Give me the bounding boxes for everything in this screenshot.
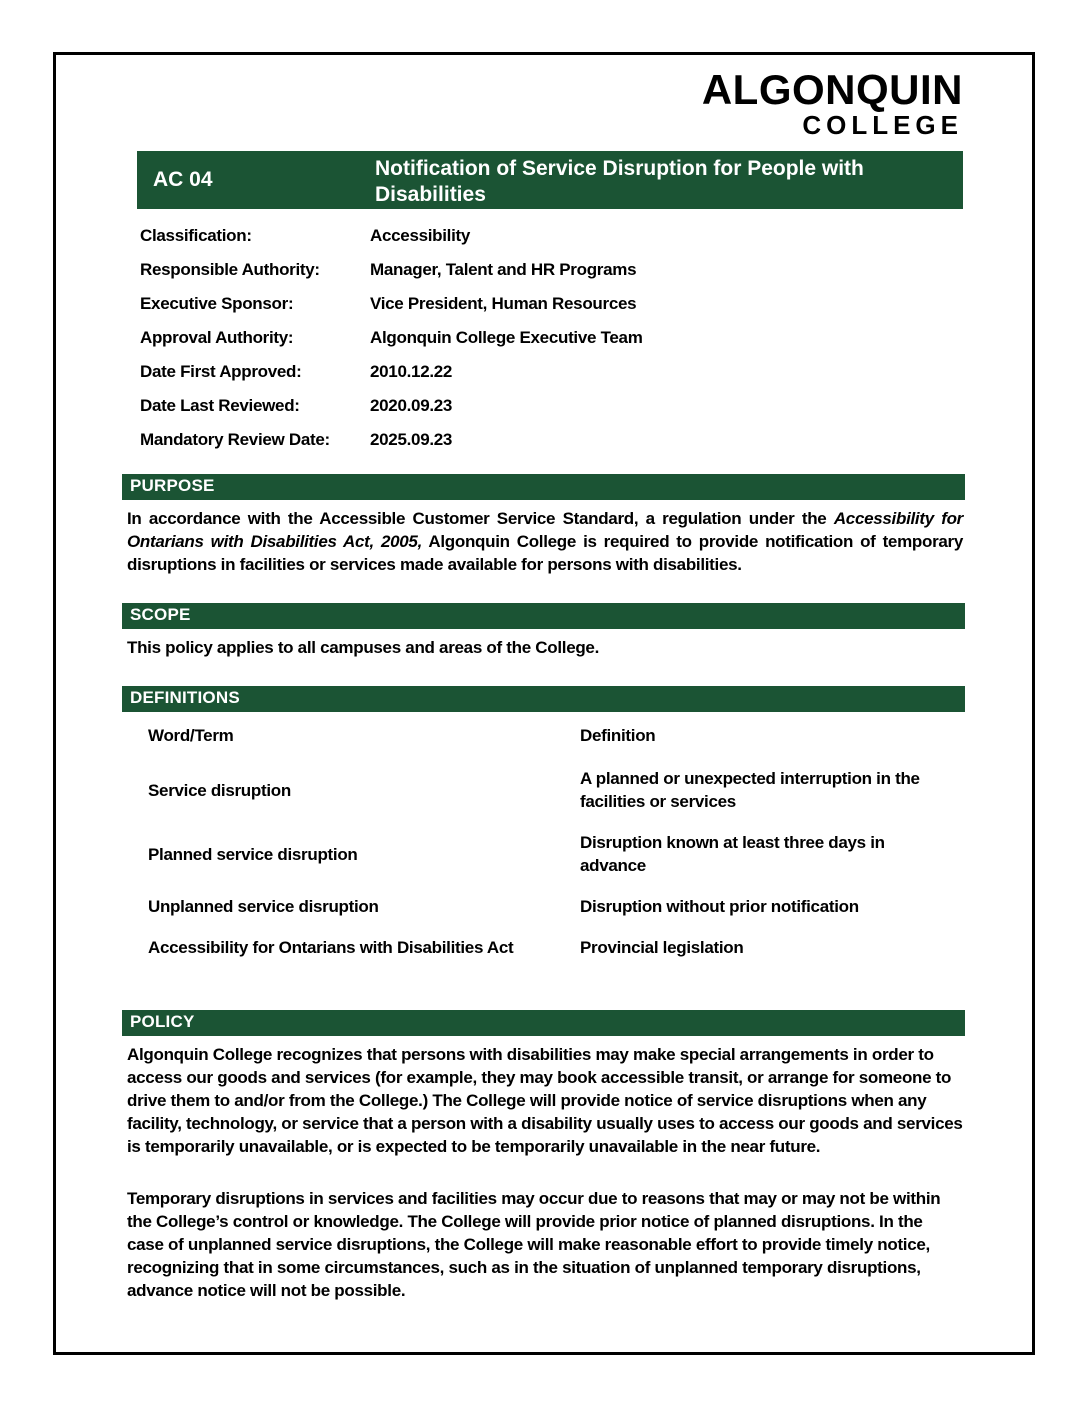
purpose-text: Algonquin College is required to provide notification of temporary disruptions in facilities or services made available for persons with disabilities. bbox=[127, 532, 964, 574]
definition-row bbox=[148, 767, 961, 813]
metadata-label: Mandatory Review Date: bbox=[140, 430, 330, 449]
policy-paragraphs bbox=[56, 1043, 1032, 1302]
metadata-value: Vice President, Human Resources bbox=[370, 294, 637, 313]
definitions-header-row bbox=[148, 724, 961, 747]
definition-term: Unplanned service disruption bbox=[148, 897, 379, 916]
definition-text: Provincial legislation bbox=[580, 938, 744, 957]
algonquin-college-logo bbox=[56, 66, 963, 140]
metadata-label: Date First Approved: bbox=[140, 362, 302, 381]
metadata-row bbox=[140, 294, 1032, 314]
metadata-value: 2020.09.23 bbox=[370, 396, 453, 415]
metadata-value: Accessibility bbox=[370, 226, 471, 245]
policy-paragraph: Temporary disruptions in services and facilities may occur due to reasons that may or may not be within the College’s control or knowledge. The College will provide prior notice of planned disruptions. In the case of unplanned service disruptions, the College will make reasonable effort to provide timely notice, recognizing that in some circumstances, such as in the situation of unplanned temporary disruptions, advance notice will not be possible. bbox=[127, 1189, 941, 1300]
metadata-label: Executive Sponsor: bbox=[140, 294, 294, 313]
metadata-value: 2010.12.22 bbox=[370, 362, 453, 381]
metadata-value: 2025.09.23 bbox=[370, 430, 453, 449]
definition-term: Service disruption bbox=[148, 780, 291, 800]
logo-wordmark: ALGONQUIN bbox=[701, 66, 963, 113]
definition-row bbox=[148, 895, 961, 918]
section-heading-scope: SCOPE bbox=[122, 603, 965, 629]
metadata-row bbox=[140, 430, 1032, 450]
metadata-value: Algonquin College Executive Team bbox=[370, 328, 643, 347]
purpose-paragraph bbox=[127, 507, 963, 576]
definition-text: Disruption known at least three days in advance bbox=[580, 833, 885, 875]
metadata-label: Responsible Authority: bbox=[140, 260, 320, 279]
definitions-table bbox=[148, 724, 961, 959]
definition-text: A planned or unexpected interruption in the facilities or services bbox=[580, 769, 920, 811]
metadata-row bbox=[140, 362, 1032, 382]
logo-subtext: COLLEGE bbox=[802, 110, 963, 140]
definition-text: Disruption without prior notification bbox=[580, 897, 859, 916]
page-border bbox=[53, 52, 1035, 1355]
act-title-italic: Accessibility for Ontarians with Disabilities Act, 2005, bbox=[127, 509, 963, 551]
section-heading-definitions: DEFINITIONS bbox=[122, 686, 965, 712]
metadata-label: Approval Authority: bbox=[140, 328, 294, 347]
definition-term: Accessibility for Ontarians with Disabilities Act bbox=[148, 938, 514, 957]
policy-header-bar bbox=[137, 151, 963, 209]
column-header-word-term: Word/Term bbox=[148, 726, 234, 745]
metadata-row bbox=[140, 260, 1032, 280]
metadata-table bbox=[140, 226, 1032, 450]
section-heading-policy: POLICY bbox=[122, 1010, 965, 1036]
metadata-label: Classification: bbox=[140, 226, 252, 245]
metadata-value: Manager, Talent and HR Programs bbox=[370, 260, 637, 279]
scope-paragraph: This policy applies to all campuses and areas of the College. bbox=[127, 638, 600, 657]
definition-row bbox=[148, 831, 961, 877]
policy-paragraph: Algonquin College recognizes that persons with disabilities may make special arrangements in order to access our goods and services (for example, they may book accessible transit, or arrange for someone to drive them to and/or from the College.) The College will provide notice of service disruptions when any facility, technology, or service that a person with a disability usually uses to access our goods and services is temporarily unavailable, or is expected to be temporarily unavailable in the near future. bbox=[127, 1045, 963, 1156]
policy-code: AC 04 bbox=[153, 168, 213, 191]
column-header-definition: Definition bbox=[580, 726, 656, 745]
definition-row bbox=[148, 936, 961, 959]
metadata-row bbox=[140, 396, 1032, 416]
page-title: Notification of Service Disruption for People with Disabilities bbox=[375, 156, 864, 206]
metadata-row bbox=[140, 226, 1032, 246]
section-heading-purpose: PURPOSE bbox=[122, 474, 965, 500]
purpose-text: In accordance with the Accessible Customer Service Standard, a regulation under the bbox=[127, 509, 834, 528]
definition-term: Planned service disruption bbox=[148, 844, 358, 864]
metadata-label: Date Last Reviewed: bbox=[140, 396, 300, 415]
metadata-row bbox=[140, 328, 1032, 348]
